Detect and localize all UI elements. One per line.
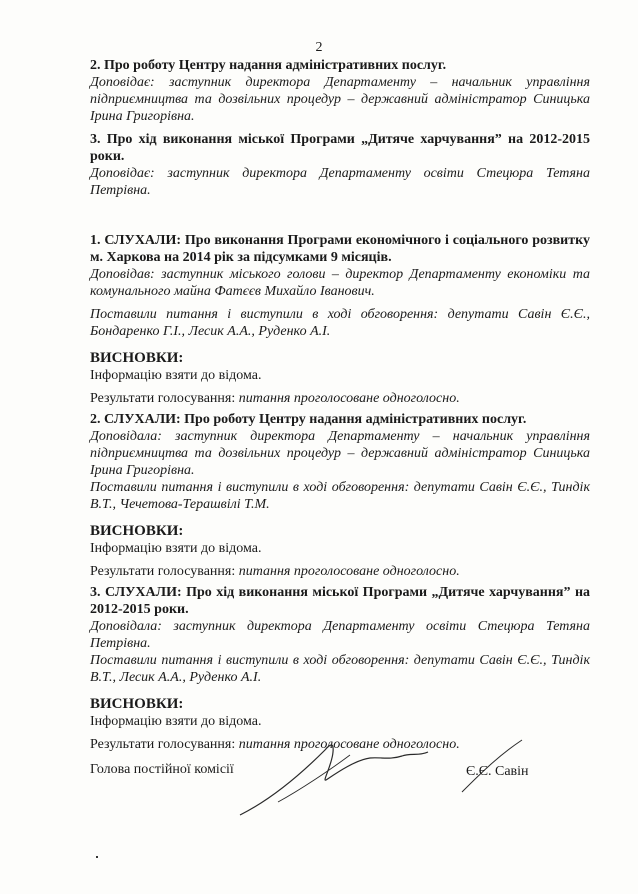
agenda-item xyxy=(90,57,590,125)
heard-heading xyxy=(90,232,590,266)
vote-result xyxy=(90,563,590,580)
heard-discussion: Поставили питання і виступили в ході обговорення: депутати Савін Є.Є., Бондаренко Г.І., Лесик А.А., Руденко А.І. xyxy=(90,307,590,339)
vote-label: Результати голосування: xyxy=(90,391,239,406)
heard-section xyxy=(90,232,590,407)
document-body xyxy=(90,57,590,757)
agenda-title: 2. Про роботу Центру надання адміністративних послуг. xyxy=(90,58,447,73)
vote-value: питання проголосоване одноголосно. xyxy=(238,737,460,752)
signer-title: Голова постійної комісії xyxy=(90,762,234,777)
conclusions-label: ВИСНОВКИ: xyxy=(90,696,184,712)
conclusions-label: ВИСНОВКИ: xyxy=(90,523,184,539)
heard-heading xyxy=(90,411,590,428)
signature-block xyxy=(90,762,560,822)
scan-speck xyxy=(96,856,98,858)
signer-name: Є.Є. Савін xyxy=(466,764,529,779)
agenda-speaker: Доповідає: заступник директора Департаменту – начальник управління підприємництва та дозвільних процедур – державний адміністратор Синицька Ірина Григорівна. xyxy=(90,75,590,124)
vote-value: питання проголосоване одноголосно. xyxy=(238,391,460,406)
agenda-speaker: Доповідає: заступник директора Департаменту освіти Стецюра Тетяна Петрівна. xyxy=(90,166,590,198)
heard-lead: 3. СЛУХАЛИ: xyxy=(90,585,182,600)
conclusion-text: Інформацію взяти до відома. xyxy=(90,714,262,729)
heard-speaker: Доповідала: заступник директора Департаменту – начальник управління підприємництва та дозвільних процедур – державний адміністратор Синицька Ірина Григорівна. xyxy=(90,429,590,478)
heard-lead: 2. СЛУХАЛИ: xyxy=(90,412,181,427)
heard-title: Про роботу Центру надання адміністративних послуг. xyxy=(184,412,527,427)
agenda-item xyxy=(90,131,590,199)
heard-section xyxy=(90,584,590,753)
vote-label: Результати голосування: xyxy=(90,564,239,579)
heard-lead: 1. СЛУХАЛИ: xyxy=(90,233,182,248)
heard-heading xyxy=(90,584,590,618)
conclusions-label: ВИСНОВКИ: xyxy=(90,350,184,366)
conclusion-text: Інформацію взяти до відома. xyxy=(90,541,262,556)
heard-speaker: Доповідав: заступник міського голови – директор Департаменту економіки та комунального майна Фатєєв Михайло Іванович. xyxy=(90,267,590,299)
vote-label: Результати голосування: xyxy=(90,737,239,752)
heard-discussion: Поставили питання і виступили в ході обговорення: депутати Савін Є.Є., Тиндік В.Т., Лесик А.А., Руденко А.І. xyxy=(90,653,590,685)
conclusion-text: Інформацію взяти до відома. xyxy=(90,368,262,383)
vote-value: питання проголосоване одноголосно. xyxy=(238,564,460,579)
heard-title: Про виконання Програми економічного і соціального розвитку м. Харкова на 2014 рік за підсумками 9 місяців. xyxy=(90,233,590,265)
heard-discussion: Поставили питання і виступили в ході обговорення: депутати Савін Є.Є., Тиндік В.Т., Чечетова-Терашвілі Т.М. xyxy=(90,480,590,512)
page-number: 2 xyxy=(315,40,323,55)
heard-speaker: Доповідала: заступник директора Департаменту освіти Стецюра Тетяна Петрівна. xyxy=(90,619,590,651)
agenda-title: 3. Про хід виконання міської Програми „Дитяче харчування” на 2012-2015 роки. xyxy=(90,132,590,164)
heard-title: Про хід виконання міської Програми „Дитяче харчування” на 2012-2015 роки. xyxy=(90,585,591,617)
vote-result xyxy=(90,390,590,407)
heard-section xyxy=(90,411,590,580)
